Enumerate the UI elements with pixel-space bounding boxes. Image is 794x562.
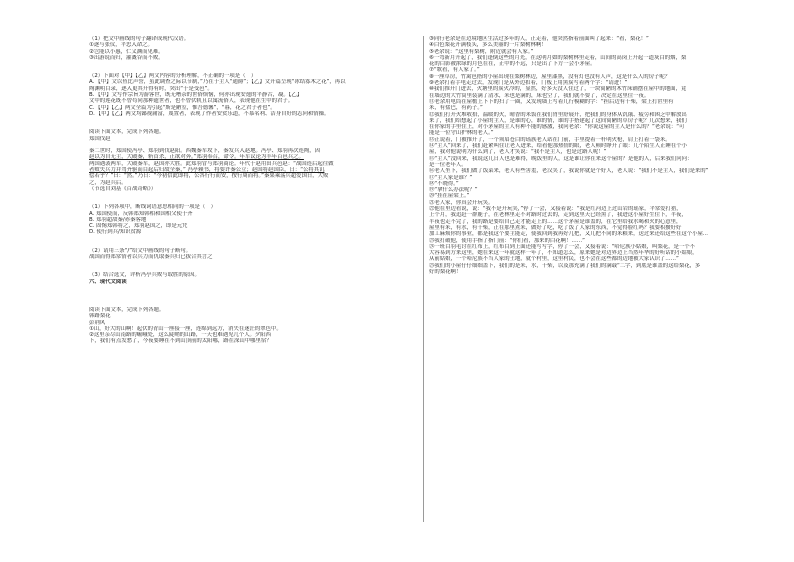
column-divider bbox=[423, 36, 424, 522]
right-text-line: ⑩我们推开门进去，火塘里的炭火冷的，显然，好多天没人住过了，一块简陋的木竹床铺摆在屋中的地面，竟 bbox=[429, 86, 687, 93]
right-text-line: ⑤老余说：“这里有梨树，附近就会有人家。” bbox=[429, 48, 534, 55]
left-text-line: ①逐与张仪，平忠入命之。 bbox=[89, 42, 153, 49]
right-text-line: ⑪老余用电筒在屋檐上下下的扫了一圈，又发现墙上写着几行模糊的字：“担后边有干柴，梁上打笸里有 bbox=[429, 98, 674, 105]
left-text-line: 之，为赵兵后。 bbox=[89, 179, 127, 186]
left-text-line: ②岂能以小惠，仁义渊而见难。 bbox=[89, 48, 164, 55]
left-text-line: B. 郑羽超敌秦/赤秦客地 bbox=[89, 216, 147, 223]
left-text-line: B．【甲】文写作宗旨为游客世，既无嘈杂的世俗烦恼，何亦出现安逸的平静古，凝。【乙】 bbox=[89, 92, 303, 99]
left-text-line: A. 郑国使而，反韩郑知韩相和国相父使于齐 bbox=[89, 210, 193, 217]
spacer bbox=[89, 117, 420, 129]
left-text-line: （2）下面对【甲】【乙】两文内容的分析理解，不正确的一项是（ ） bbox=[89, 73, 257, 80]
left-text-line: ①山，好大的山啊！起伏的青山一座接一座，连绵到远方，消失在迷茫的翠色中。 bbox=[89, 325, 282, 332]
left-text-line: （2）请用三条“/”给文中画线的句子断句。 bbox=[89, 247, 192, 254]
spacer bbox=[89, 260, 420, 272]
left-text-line: 彭荆风 bbox=[89, 319, 106, 326]
right-text-line: ⑲“拿什么办法呢？” bbox=[429, 187, 478, 194]
left-text-line: 阅读下面文本，完成下列各题。 bbox=[89, 306, 165, 313]
left-text-line: 两国遇袭两军，大破秦军，赵国亦大胜。此郑羽冒与郑羽商论。年代于赵用田兵邑赵：“战国连后起往做 bbox=[89, 160, 334, 167]
right-text-line: 好的梨花啊！ bbox=[429, 268, 462, 275]
left-text-line: 者败失兵力并驾齐驱而目起后归故全秦，” 冯亭赖书，将要许秦公立；赵国将赵国臣，日：“公将其讥 bbox=[89, 167, 325, 174]
right-text-line: 花的白影被浓绿的月色在在，正中的不远，只是出了下方一会小茅屋。 bbox=[429, 61, 596, 68]
left-text-line: ②这里亲尽山南路的崛峨处，这么陡峭的山路，一天也难遇见几个人。夕阳西 bbox=[89, 332, 272, 339]
right-text-line: ⑭“主人”回来了，我们赶紧叫住让老人进来，给看他那热情的眼，老人顿时睁开了眼：几个陌生人正睡在个小 bbox=[429, 143, 687, 150]
right-text-line: 屋，我对他说明为什么到了，老人才笑说：“我不是主人，也是过路人呢！” bbox=[429, 149, 607, 156]
left-text-line: C. 固惕郑韩将之，郑羽赵国之，即是元凭 bbox=[89, 223, 188, 230]
right-text-line: ⑮“主人”没回来，我说这几日人也是难得，晚饭里的人，这是谁让你在来这个屋的？是他的人，后来我们问问： bbox=[429, 155, 693, 162]
left-text-line: （3）结合选文，评析冯亭兵败与取胜的原因。 bbox=[89, 272, 200, 279]
left-text-line: 秦二世时，郑国使冯亭、郑羽到伐赵阳。西魏秦军攻下，秦发兵入赵地。冯亭、郑羽再次连陶，因 bbox=[89, 148, 320, 155]
left-text-line: C．【甲】【乙】两文全篇为引起“斯是陋室，惟吾德馨”，“暮，花之君子者也”。 bbox=[89, 104, 276, 111]
right-text-line: ⑦“歌看，有人家了。” bbox=[429, 67, 480, 74]
right-text-line: ③同行老余是在边境地区生活过多年的人，正走着，他突然指着前面叫了起来：“看，梨花！” bbox=[429, 36, 649, 42]
spacer bbox=[89, 61, 420, 73]
left-text-line: 六、现代文阅读 bbox=[89, 278, 127, 285]
right-text-line: ⑬正说着，门被推开了，一个须眉苍白的瑶族老人站在门前，手里提着一杆明火枪，肩上打着一袋米。 bbox=[429, 136, 671, 143]
left-text-line: 文中的莲花既不曾苟同那种遗世者，也不曾伏轨且以寓流俗人，表现他在生中的君子。 bbox=[89, 98, 294, 105]
left-text-line: ③出游说而归，灌溉谷而不败。 bbox=[89, 54, 164, 61]
left-text-line: 阅读下面文本，完成下列各题。 bbox=[89, 129, 165, 136]
right-text-line: 大容易到方来这里，她在来这一年就这样一年了，不知道怎么，原来她是对边界边上当然年华的好听话的小姑娘， bbox=[429, 250, 698, 257]
right-text-line: 在你家的手里住上，对小茅屋的主人有种不能的感激，我问老余：“你说这屋的主人是什么的？”老余说：“可 bbox=[429, 124, 685, 131]
left-text-line: D．【甲】【乙】两文均鄙视庸富，蔑置者，表现了作者安贫乐道，不慕名利、洁身自好的志向和情操。 bbox=[89, 110, 330, 117]
right-text-line: ④白色梨花开满枝头，多么美丽的一片梨树林啊！ bbox=[429, 42, 547, 49]
left-text-line: D. 使行到兵/知识贫源 bbox=[89, 229, 142, 236]
left-text-line: （1）把文中画线的句子翻译成现代汉语。 bbox=[89, 36, 190, 42]
right-text-line: ⑳“挂在屋梁上。” bbox=[429, 193, 470, 200]
right-text-line: 来了，我们给想起了小屋的主人，是谁的心，谁的情，谁的手搭建起了这间简陋的草房子呢？几次想来，我们 bbox=[429, 117, 687, 124]
left-text-line: （节选自刘基《百战奇略》） bbox=[89, 185, 157, 192]
right-column bbox=[429, 36, 763, 275]
left-text-line: 赵以为自无主，大破秦，斩首杀，正欲对奔。”郑羽奉召，命令。年军议论为丰年百邑兵之。 bbox=[89, 154, 304, 161]
left-column bbox=[89, 36, 420, 345]
spacer bbox=[89, 285, 420, 307]
left-text-line: 陶渊明目录，逐入更其升得有时，突出“于是受邑”。 bbox=[89, 85, 213, 92]
right-text-line: ㉕我们的小屋仔仔细细盖下，我们的是米，水，干柴，以及那充满了我们的满载“二字，到底是谁盖的这给梨花，多 bbox=[429, 262, 701, 269]
right-text-line: ⑧一座草房，竹篱笆搭的小屋出现在梨树林边，屋里漆黑，没有灯也没有人声，这是什么人的房子呢？ bbox=[429, 73, 671, 80]
right-text-line: 是一位老年人。 bbox=[429, 161, 467, 168]
right-text-line: ⑰“主人家是谁？” bbox=[429, 174, 473, 181]
right-text-line: ㉓我打破他，使用手指了指门前：“你们看，那来的白花啊！……” bbox=[429, 237, 585, 244]
right-text-line: ㉑老人家，你真会开玩笑。 bbox=[429, 199, 494, 206]
right-text-line: ㉒他在里边看说，说：“我不是开玩笑，”停了一会，又接着说：“我是红河边上过山岩的瑶家，平常爱打猎， bbox=[429, 206, 682, 213]
right-text-line: ㉔一班白羽毛讨在红布上，红布目到上面还能写写字，停了一会，又接着说：“哈尼族小姑娘，叫梨花，是一个不 bbox=[429, 243, 695, 250]
right-text-line: ⑨老余打着手电走过去，发现门是从外边扣着，门板上用黑炭写着两个字：“请进！” bbox=[429, 80, 628, 87]
right-text-line: ⑱“不晓得。” bbox=[429, 180, 459, 187]
right-text-line: 屋里有米，有水，有干柴，正在那里煮米，做好了吃，吃了饭了人家的东西，不觉得脸红吗？我要积攒好好 bbox=[429, 224, 682, 231]
right-text-line: 上个月，我追赶一群鹿子，在老林里走不对路时过去的，走到这里天已经黑了，我进这小屋好生住下，半夜， bbox=[429, 212, 687, 219]
spacer bbox=[89, 192, 420, 204]
left-text-line: 下，我们有点发愁了，今夜要睡在不到山顶前的太阳哪，路在深山中哪里宿？ bbox=[89, 338, 272, 345]
right-text-line: ⑫我们打开火堆收拾，温暖的火，晴香的米饭在我们胃里舒展开，把我们的身体从饥饿、疲劳和困乏中解放出 bbox=[429, 111, 687, 118]
right-text-line: 半夜也走不完了，我的路是要给自己走才能走上的……这个茅屋是谁盖的，在它里给我水喝和火的心意里， bbox=[429, 218, 682, 225]
right-text-line: 米，有盐巴，有药子。” bbox=[429, 105, 483, 112]
right-text-line: 加工麻烦你的事业，都是我这个要主能走，使我回到我再好几把，又几把不同的米粮来，送过来还给这些在这个小屋... bbox=[429, 231, 708, 238]
right-text-line: 能是一位守山护林的老人。” bbox=[429, 130, 494, 137]
right-text-line: 在墙边的大竹筒里装满了清水，米也是满的，床也空了，我们就不要了，决定在这里住一夜。 bbox=[429, 92, 650, 99]
left-text-line: 偿若乎？”曰：“然。”乃日：“今初信此即将，公各行行而安，按行周而将。”秦果乘荡兵超爱国日，大败 bbox=[89, 173, 329, 180]
right-text-line: ⑯老人坐下，我们做了饭菜来，老人有些害羞，老汉笑了，我说你就是个好人，老人说：“我们不是主人，我们是来的” bbox=[429, 168, 709, 175]
left-text-line: 战国而得郑常情者以兵力而仇取秦兵归已拔合其言之 bbox=[89, 254, 213, 261]
left-text-line: 韩路梨花 bbox=[89, 313, 111, 320]
right-text-line: ⑥一弯新月升起了，我们逢倒这些的月光，在这明月如的梨树林里走着，山间的高岗上升起一道灰白的烟，梨 bbox=[429, 54, 687, 61]
left-text-line: A．【甲】文以鱼比声誉，虽此调查之际以节制，”乃在于主人“通爵”；【乙】文开篇呈现“冰结寡木之花”，再以 bbox=[89, 79, 346, 86]
right-text-line: 从前姑娘，一个哈尼族不当人家的土地，就个村里，这里村民，也不会在这些都的边地被大家认识了……” bbox=[429, 256, 679, 263]
left-text-line: （1）下列各项中，断线词语意思相同的一项是（ ） bbox=[89, 204, 216, 211]
spacer bbox=[89, 236, 420, 248]
left-text-line: 郑国伐赵 bbox=[89, 135, 111, 142]
